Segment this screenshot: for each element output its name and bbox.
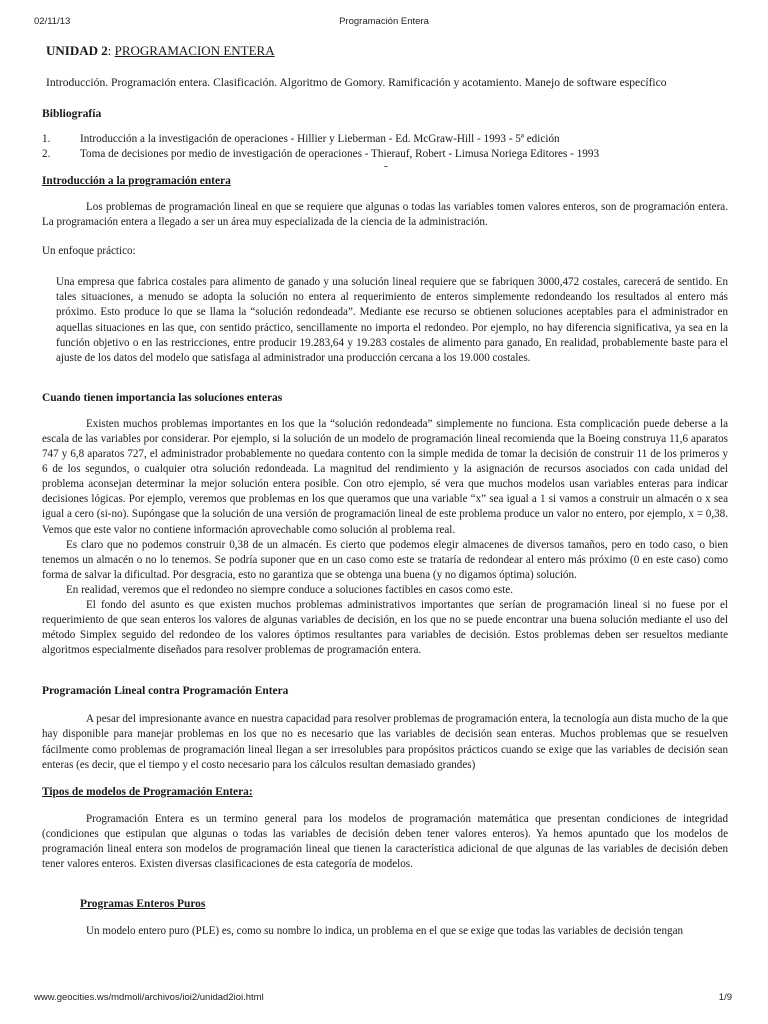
section-heading-lp-vs-ip: Programación Lineal contra Programación Entera xyxy=(42,685,289,698)
section-heading-intro: Introducción a la programación entera xyxy=(42,175,231,187)
importance-paragraph-1: Existen muchos problemas importantes en los que la “solución redondeada” simplemente no funciona. Esta complicación puede deberse a la escala de las variables por considerar. Por ejemplo, si la solución de un modelo de programación lineal recomienda que la Boeing construya 11,6 aparatos 747 y 6,8 aparatos 727, el administrador probablemente no quedara contento con la simple medida de tomar la decisión de construir 11 de los primeros y 6 de los segundos, o cualquier otra solución redondeada. La magnitud del rendimiento y la asignación de recursos asociados con cada unidad del problema aconsejan determinar la mejor solución entera posible. Con otro ejemplo, sé vera que muchos modelos usan variables enteras para indicar decisiones lógicas. Por ejemplo, veremos que problemas en los que queramos que una variable “x” sea igual a 1 si vamos a construir un almacén o x sea igual a cero (si-no). Supóngase que la solución de una versión de programación lineal de este problema produce un valor no entero, por ejemplo, x = 0,38. Vemos que este valor no contiene información aprovechable como solución al problema real. xyxy=(42,417,728,536)
bibliography-text: Toma de decisiones por medio de investigación de operaciones - Thierauf, Robert - Limusa Noriega Editores - 1993 xyxy=(80,147,600,160)
bibliography-list xyxy=(42,132,728,161)
pure-paragraph: Un modelo entero puro (PLE) es, como su nombre lo indica, un problema en el que se exige que todas las variables de decisión tengan xyxy=(86,925,684,938)
separator-dash: - xyxy=(384,160,388,172)
print-header xyxy=(0,16,768,30)
approach-label: Un enfoque práctico: xyxy=(42,245,136,258)
document-body xyxy=(42,40,728,939)
types-paragraph: Programación Entera es un termino general para los modelos de programación matemática que presentan condiciones de integridad (condiciones que estipulan que algunas o todas las variables de decisión deben tener valores enteros). Ya hemos apuntado que los modelos de programación lineal entera son modelos de programación lineal que tienen la característica adicional de que algunas de las variables de decisión deben tener valores enteros. Existen diversas clasificaciones de esta categoría de modelos. xyxy=(42,812,728,870)
unit-heading xyxy=(46,43,728,59)
section-heading-pure: Programas Enteros Puros xyxy=(80,898,206,911)
bibliography-item xyxy=(42,132,728,147)
unit-label: UNIDAD 2 xyxy=(46,43,108,58)
unit-title: PROGRAMACION ENTERA xyxy=(114,43,275,58)
print-date: 02/11/13 xyxy=(34,16,71,27)
page-number: 1/9 xyxy=(718,992,732,1003)
bibliography-text: Introducción a la investigación de operaciones - Hillier y Lieberman - Ed. McGraw-Hill - 1993 - 5ª edición xyxy=(80,133,560,145)
bibliography-item xyxy=(42,147,728,162)
page-url: www.geocities.ws/mdmoli/archivos/ioi2/unidad2ioi.html xyxy=(34,992,264,1003)
intro-paragraph: Los problemas de programación lineal en que se requiere que algunas o todas las variables tomen valores enteros, son de programación entera. La programación entera a llegado a ser un área muy especializada de la ciencia de la administración. xyxy=(42,201,728,229)
section-heading-importance: Cuando tienen importancia las soluciones enteras xyxy=(42,391,283,404)
bibliography-number: 2. xyxy=(42,147,51,160)
bibliography-number: 1. xyxy=(42,133,51,145)
print-title: Programación Entera xyxy=(339,16,429,27)
importance-paragraph-2: Es claro que no podemos construir 0,38 de un almacén. Es cierto que podemos elegir almacenes de diversos tamaños, pero en todo caso, o bien tenemos un almacén o no lo tenemos. Se podría suponer que en un caso como este se trataría de redondear al entero más próximo (0 en este caso) como forma de salvar la dificultad. Por desgracia, esto no garantiza que se obtenga una buena (y no digamos óptima) solución. xyxy=(42,538,728,581)
example-paragraph: Una empresa que fabrica costales para alimento de ganado y una solución lineal requiere que se fabriquen 3000,472 costales, carecerá de sentido. En tales situaciones, a menudo se adopta la solución no entera al requerimiento de enteros simplemente redondeando los resultados al entero más próximo. Esto produce lo que se llama la “solución redondeada”. Mediante ese recurso se obtienen soluciones aceptables para el administrador en aquellas situaciones en las que, con sentido práctico, sencillamente no importa el redondeo. Por ejemplo, no hay diferencia significativa, ya sea en la función objetivo o en las restricciones, entre producir 19.283,64 y 19.283 costales de alimento para ganado, En realidad, probablemente baste para el ajuste de los datos del modelo que satisfaga al administrador una producción cercana a los 19.000 costales. xyxy=(56,276,728,364)
lp-vs-ip-paragraph: A pesar del impresionante avance en nuestra capacidad para resolver problemas de programación entera, la tecnología aun dista mucho de la que hay disponible para manejar problemas en los que no es necesario que las variables de decisión sean enteras. Muchos problemas que se resuelven fácilmente como problemas de programación lineal llegan a ser irresolubles para propósitos prácticos cuando se exige que las variables de decisión sean enteras (es decir, que el tiempo y el costo necesario para los cálculos resultan demasiado grandes) xyxy=(42,713,728,771)
importance-paragraph-4: El fondo del asunto es que existen muchos problemas administrativos importantes que serían de programación lineal si no fuese por el requerimiento de que sean enteros los valores de algunas variables de decisión, en los que no se puede encontrar una buena solución mediante el uso del método Simplex seguido del redondeo de los valores óptimos resultantes para variables de decisión. Estos problemas deben ser resueltos mediante algoritmos especialmente diseñados para resolver problemas de programación entera. xyxy=(42,598,728,657)
unit-colon: : xyxy=(107,43,115,58)
importance-paragraph-3: En realidad, veremos que el redondeo no siempre conduce a soluciones factibles en casos como este. xyxy=(66,583,513,596)
bibliography-heading: Bibliografía xyxy=(42,107,102,120)
unit-topics: Introducción. Programación entera. Clasificación. Algoritmo de Gomory. Ramificación y acotamiento. Manejo de software específico xyxy=(46,76,667,89)
section-heading-types: Tipos de modelos de Programación Entera: xyxy=(42,785,253,798)
